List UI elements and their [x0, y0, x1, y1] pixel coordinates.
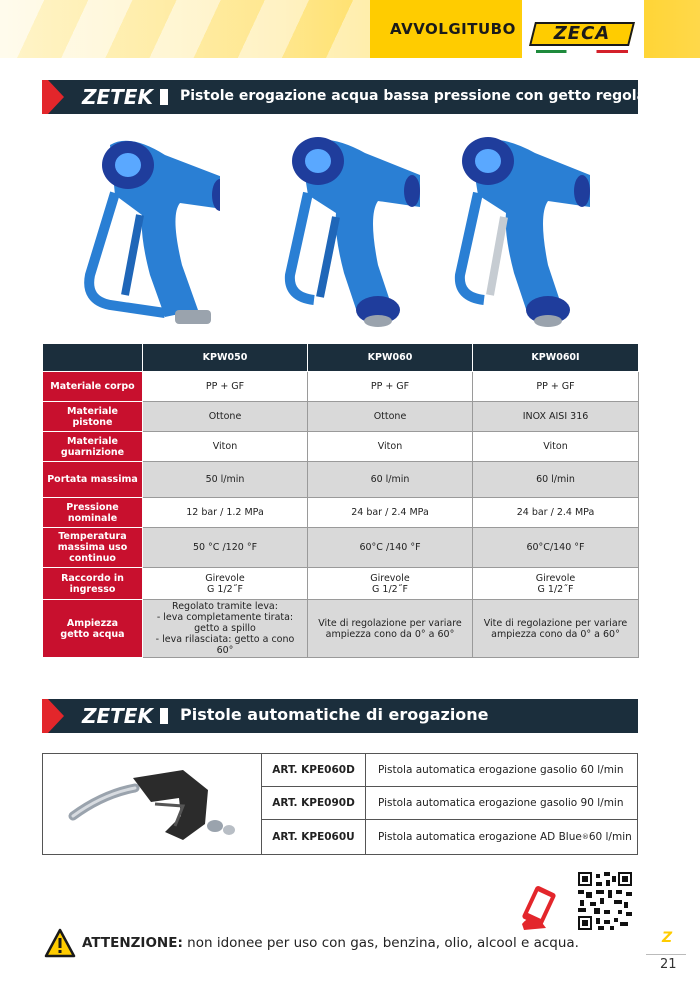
row-value: Viton: [308, 432, 473, 462]
zetek-logo: ZETEK: [82, 85, 153, 109]
corner-z-mark: Z: [662, 930, 673, 946]
article-description: Pistola automatica erogazione gasolio 90 l/min: [378, 797, 624, 809]
section-title: Pistole erogazione acqua bassa pressione con getto regolabile: [180, 88, 676, 104]
row-value: 50 l/min: [143, 462, 308, 498]
row-label: Temperatura massima uso continuo: [43, 528, 143, 568]
gun-kpw060i-image: [440, 125, 590, 335]
category-label: AVVOLGITUBO: [390, 20, 516, 38]
table-row: [261, 754, 638, 787]
italian-flag-stripe: [536, 50, 628, 53]
warning-text: ATTENZIONE: non idonee per uso con gas, benzina, olio, alcool e acqua.: [82, 935, 579, 951]
product-images: [42, 125, 638, 340]
article-code: ART. KPE060D: [262, 754, 366, 786]
row-label: Materiale corpo: [43, 372, 143, 402]
spec-table: [42, 343, 639, 658]
spec-row-materiale-guarnizione: [43, 432, 639, 462]
row-value: Viton: [473, 432, 639, 462]
banner-stripes: [0, 0, 380, 58]
phone-icon: [520, 884, 564, 930]
row-value: Vite di regolazione per variare ampiezza cono da 0° a 60°: [473, 600, 639, 658]
row-value: 60 l/min: [473, 462, 639, 498]
spec-row-materiale-pistone: [43, 402, 639, 432]
spec-row-materiale-corpo: [43, 372, 639, 402]
row-value: Ottone: [308, 402, 473, 432]
row-label: Materiale pistone: [43, 402, 143, 432]
header-red-arrow: [48, 80, 64, 114]
article-code: ART. KPE090D: [262, 787, 366, 819]
spec-table-header-row: [43, 344, 639, 372]
row-value: 24 bar / 2.4 MPa: [473, 498, 639, 528]
article-description: Pistola automatica erogazione gasolio 60 l/min: [378, 764, 624, 776]
section-title: Pistole automatiche di erogazione: [180, 705, 489, 724]
table-row: [261, 787, 638, 820]
spec-row-pressione-nominale: [43, 498, 639, 528]
row-value: Regolato tramite leva: - leva completamente tirata: getto a spillo - leva rilasciata: getto a cono 60°: [143, 600, 308, 658]
article-code: ART. KPE060U: [262, 820, 366, 854]
table-row: [261, 820, 638, 854]
row-value: PP + GF: [473, 372, 639, 402]
row-label: Portata massima: [43, 462, 143, 498]
row-value: Vite di regolazione per variare ampiezza cono da 0° a 60°: [308, 600, 473, 658]
row-value: 50 °C /120 °F: [143, 528, 308, 568]
row-label: Pressione nominale: [43, 498, 143, 528]
row-value: 24 bar / 2.4 MPa: [308, 498, 473, 528]
article-description: Pistola automatica erogazione AD Blue ® 60 l/min: [378, 831, 632, 843]
qr-code-group: [520, 872, 632, 932]
zetek-logo: ZETEK: [82, 704, 153, 728]
automatic-nozzle-image: [43, 754, 261, 854]
row-value: Girevole G 1/2˝F: [473, 568, 639, 600]
qr-code-icon[interactable]: [578, 872, 632, 930]
spec-header-blank: [43, 344, 143, 372]
zeca-logo-box: [522, 0, 644, 58]
row-value: 12 bar / 1.2 MPa: [143, 498, 308, 528]
automatic-guns-table: [42, 753, 638, 855]
row-label: Ampiezza getto acqua: [43, 600, 143, 658]
category-tab: [370, 0, 520, 58]
row-label: Raccordo in ingresso: [43, 568, 143, 600]
spec-row-raccordo: [43, 568, 639, 600]
spec-col-kpw060i: KPW060I: [473, 344, 639, 372]
row-value: Ottone: [143, 402, 308, 432]
gun-kpw050-image: [70, 125, 220, 335]
warning-notice: [44, 928, 604, 958]
section-header-automatic-guns: [42, 699, 638, 733]
spec-row-temperatura: [43, 528, 639, 568]
row-value: Girevole G 1/2˝F: [308, 568, 473, 600]
section-header-manual-guns: [42, 80, 676, 114]
row-value: 60°C/140 °F: [473, 528, 639, 568]
row-value: Viton: [143, 432, 308, 462]
spec-row-ampiezza-getto: [43, 600, 639, 658]
row-value: PP + GF: [308, 372, 473, 402]
spec-col-kpw050: KPW050: [143, 344, 308, 372]
row-value: INOX AISI 316: [473, 402, 639, 432]
header-red-arrow: [48, 699, 64, 733]
row-value: PP + GF: [143, 372, 308, 402]
spec-row-portata-massima: [43, 462, 639, 498]
zetek-badge-icon: [160, 89, 168, 105]
automatic-guns-rows: [261, 754, 638, 854]
spec-col-kpw060: KPW060: [308, 344, 473, 372]
row-value: 60 l/min: [308, 462, 473, 498]
page-number: 21: [660, 957, 677, 972]
row-value: Girevole G 1/2˝F: [143, 568, 308, 600]
page-number-divider: [646, 954, 686, 955]
row-label: Materiale guarnizione: [43, 432, 143, 462]
gun-kpw060-image: [270, 125, 420, 335]
row-value: 60°C /140 °F: [308, 528, 473, 568]
zetek-badge-icon: [160, 708, 168, 724]
zeca-logo: ZECA: [529, 22, 635, 46]
warning-icon: [44, 928, 76, 958]
